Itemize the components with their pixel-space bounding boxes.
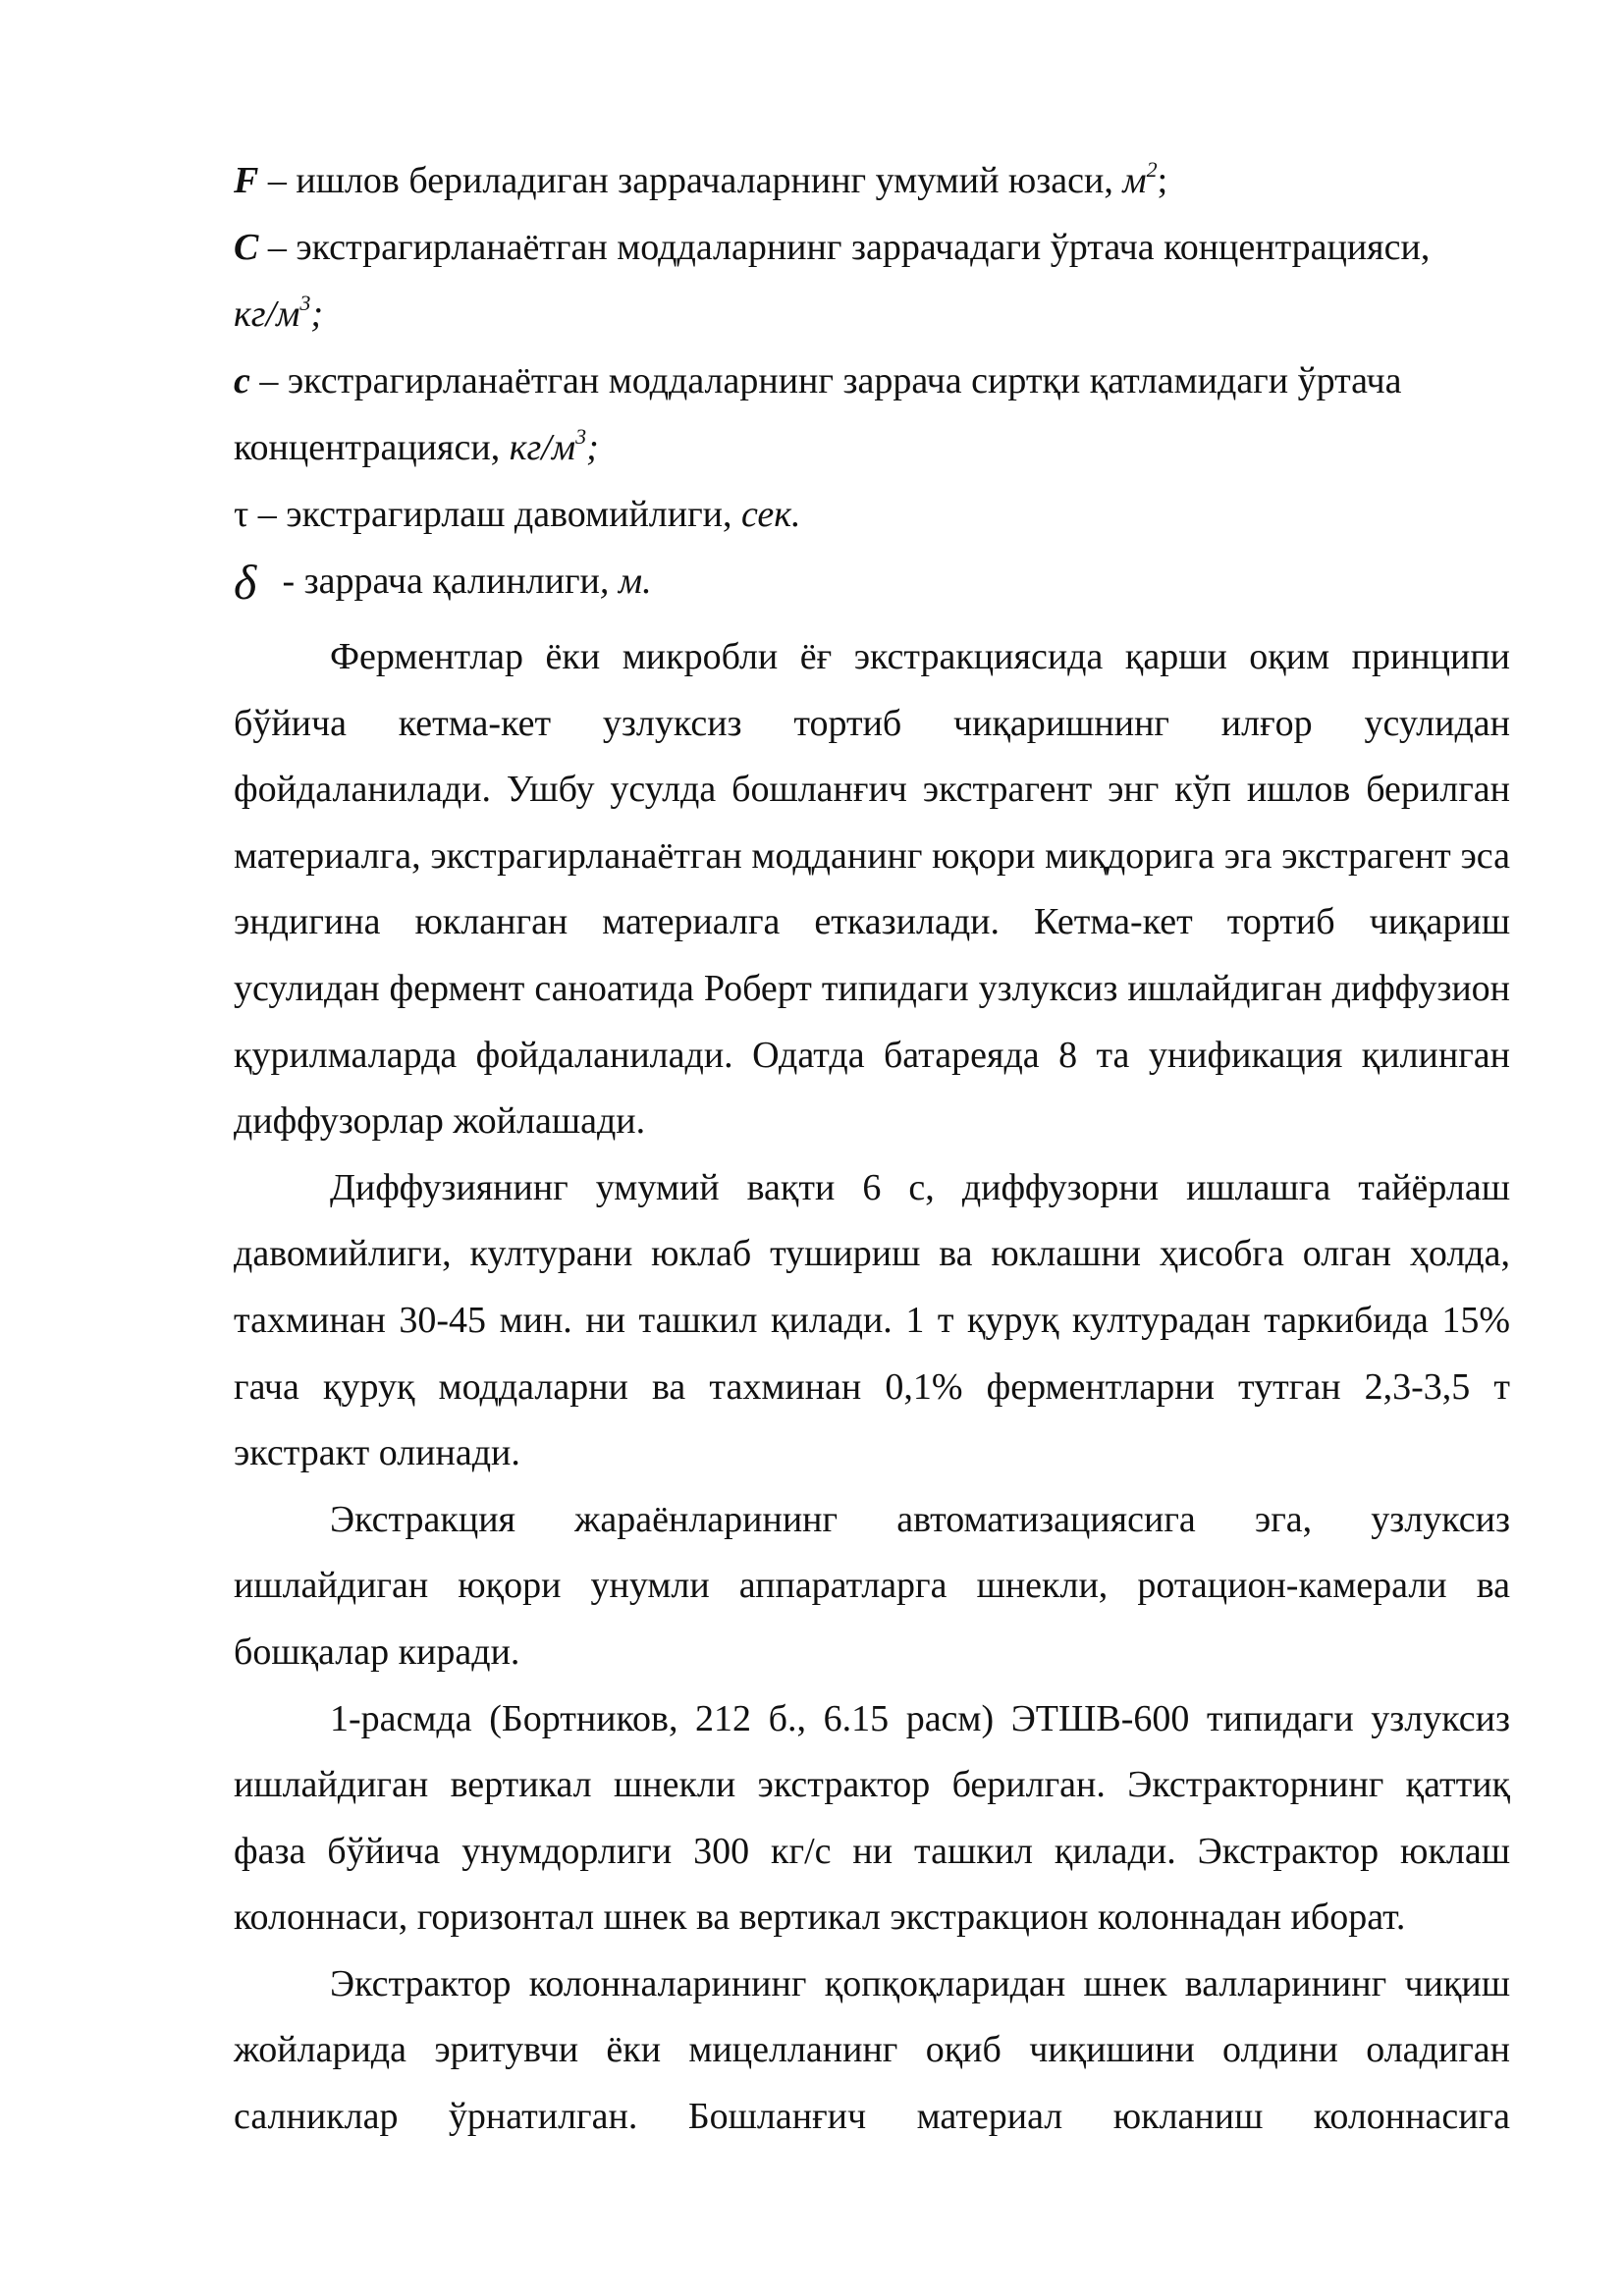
punctuation: ; bbox=[310, 294, 324, 335]
paragraph-5: Экстрактор колонналарининг қопқоқларидан шнек валларининг чиқиш жойларида эритувчи ёки мицелланинг оқиб чиқишини олдини оладиган салниклар ўрнатилган. Бошланғич материал юкланиш колоннасига bbox=[234, 1962, 1510, 2138]
unit-exponent: 3 bbox=[299, 291, 311, 315]
unit: сек. bbox=[741, 494, 801, 535]
symbol-f: F bbox=[234, 160, 259, 201]
unit: , м. bbox=[599, 561, 652, 602]
paragraph-3: Экстракция жараёнларининг автоматизациясига эга, узлуксиз ишлайдиган юқори унумли аппаратларга шнекли, ротацион-камерали ва бошқалар киради. bbox=[234, 1498, 1510, 1673]
definition-text: – экстрагирлаш давомийлиги, bbox=[248, 494, 742, 535]
paragraph-1: Ферментлар ёки микробли ёғ экстракциясида қарши оқим принципи бўйича кетма-кет узлуксиз тортиб чиқаришнинг илғор усулидан фойдаланилади. Ушбу усулда бошланғич экстрагент энг кўп ишлов берилган материалга, экстрагирланаётган модданинг юқори миқдорига эга экстрагент эса эндигина юкланган материалга етказилади. Кетма-кет тортиб чиқариш усулидан фермент саноатида Роберт типидаги узлуксиз ишлайдиган диффузион қурилмаларда фойдаланилади. Одатда батареяда 8 та унификация қилинган диффузорлар жойлашади. bbox=[234, 636, 1510, 1143]
definition-f bbox=[234, 147, 1510, 214]
definition-c-lower bbox=[234, 347, 1510, 414]
unit-exponent: 2 bbox=[1146, 157, 1158, 182]
unit: кг/м bbox=[234, 294, 300, 335]
definition-c-upper bbox=[234, 214, 1510, 281]
symbol-tau: τ bbox=[234, 494, 249, 535]
paragraph-2: Диффузиянинг умумий вақти 6 с, диффузорни ишлашга тайёрлаш давомийлиги, културани юклаб тушириш ва юклашни ҳисобга олган ҳолда, тахминан 30-45 мин. ни ташкил қилади. 1 т қуруқ културадан таркибида 15% гача қуруқ моддаларни ва тахминан 0,1% ферментларни тутган 2,3-3,5 т экстракт олинади. bbox=[234, 1166, 1510, 1474]
definition-text: - заррача қалинлиги bbox=[273, 561, 600, 602]
definition-c-upper-unit bbox=[234, 281, 1510, 347]
symbol-delta: δ bbox=[234, 555, 257, 610]
definition-text: – экстрагирланаётган моддаларнинг заррача сиртқи қатламидаги ўртача bbox=[249, 360, 1402, 401]
symbol-c-lower: c bbox=[234, 360, 250, 401]
definition-delta bbox=[234, 548, 1510, 615]
definition-tau bbox=[234, 481, 1510, 548]
body-text bbox=[234, 624, 1510, 2151]
paragraph-4: 1-расмда (Бортников, 212 б., 6.15 расм) ЭТШВ-600 типидаги узлуксиз ишлайдиган вертикал шнекли экстрактор берилган. Экстракторнинг қаттиқ фаза бўйича унумдорлиги 300 кг/с ни ташкил қилади. Экстрактор юклаш колоннаси, горизонтал шнек ва вертикал экстракцион колоннадан иборат. bbox=[234, 1697, 1510, 1939]
definition-text: – ишлов бериладиган заррачаларнинг умумий юзаси, bbox=[258, 160, 1123, 201]
symbol-c-upper: C bbox=[234, 227, 259, 268]
punctuation: ; bbox=[1157, 160, 1168, 201]
punctuation: ; bbox=[586, 427, 599, 468]
definitions-list bbox=[234, 147, 1510, 615]
definition-c-lower-continued bbox=[234, 414, 1510, 481]
unit-exponent: 3 bbox=[575, 424, 587, 449]
unit: м bbox=[1122, 160, 1147, 201]
definition-text: – экстрагирланаётган моддаларнинг заррачадаги ўртача концентрацияси, bbox=[258, 227, 1431, 268]
unit: кг/м bbox=[509, 427, 576, 468]
definition-text: концентрацияси, bbox=[234, 427, 510, 468]
